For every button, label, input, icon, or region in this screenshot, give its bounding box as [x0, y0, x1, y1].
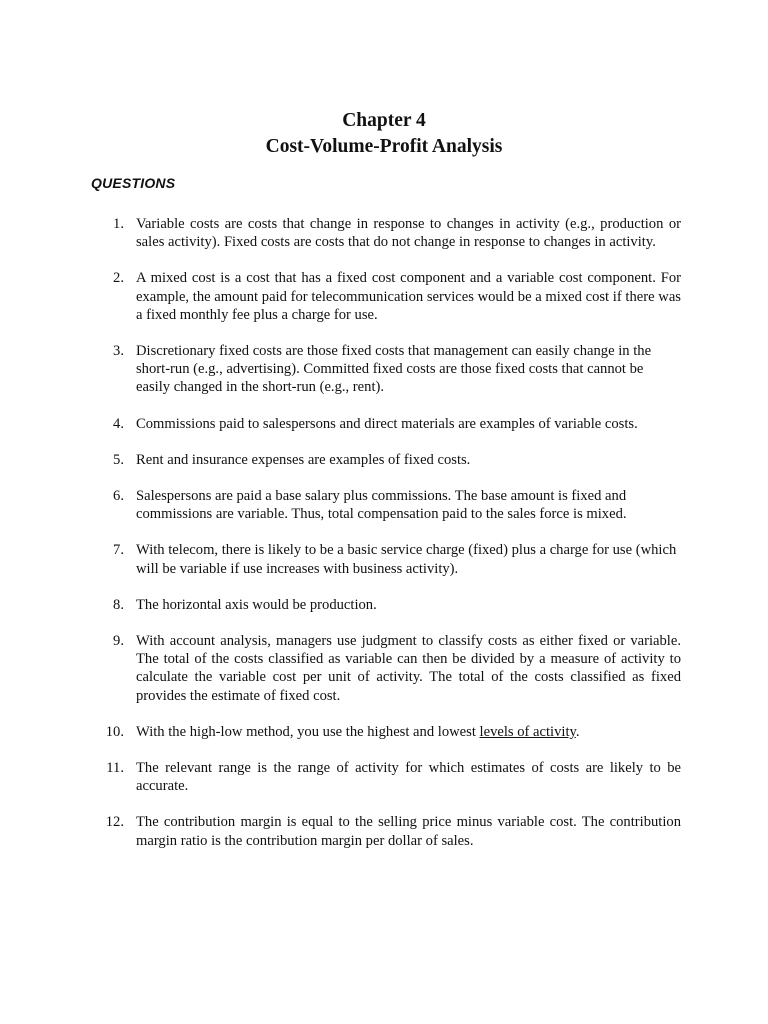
question-text: The horizontal axis would be production.	[136, 596, 377, 613]
question-item	[91, 723, 681, 741]
question-text-start: With the high-low method, you use the highest and lowest	[136, 723, 480, 740]
question-number: 1.	[113, 216, 124, 232]
question-item	[91, 451, 681, 469]
question-number: 6.	[113, 488, 124, 505]
question-text: Rent and insurance expenses are examples of fixed costs.	[136, 451, 471, 468]
chapter-header	[0, 108, 768, 160]
question-number: 5.	[113, 451, 124, 468]
question-item	[91, 269, 681, 324]
question-item	[91, 415, 681, 433]
question-number: 2.	[113, 270, 124, 287]
question-text: Discretionary fixed costs are those fixed costs that management can easily change in the short-run (e.g., advertising). Committed fixed costs are those fixed costs that cannot be easily changed in the short-run (e.g., rent).	[136, 343, 652, 396]
question-number: 9.	[113, 633, 124, 650]
chapter-number: Chapter 4	[342, 110, 426, 131]
question-text: Salespersons are paid a base salary plus commissions. The base amount is fixed and commissions are variable. Thus, total compensation paid to the sales force is mixed.	[136, 488, 627, 523]
questions-list	[91, 215, 681, 868]
question-number: 10.	[105, 723, 124, 740]
question-item	[91, 342, 681, 397]
question-number: 3.	[113, 343, 124, 360]
chapter-title: Cost-Volume-Profit Analysis	[265, 136, 503, 157]
question-text: With telecom, there is likely to be a basic service charge (fixed) plus a charge for use (which will be variable if use increases with business activity).	[136, 542, 677, 577]
question-item	[91, 215, 681, 251]
question-item	[91, 632, 681, 705]
question-text: A mixed cost is a cost that has a fixed cost component and a variable cost component. For example, the amount paid for telecommunication services would be a mixed cost if there was a fixed monthly fee plus a charge for use.	[136, 270, 681, 323]
question-text: With account analysis, managers use judgment to classify costs as either fixed or variable. The total of the costs classified as variable can then be divided by a measure of activity to calculate the variable cost per unit of activity. The total of the costs classified as fixed provides the estimate of fixed cost.	[136, 633, 681, 704]
question-text: The contribution margin is equal to the selling price minus variable cost. The contribution margin ratio is the contribution margin per dollar of sales.	[136, 814, 681, 849]
underlined-term: levels of activity	[479, 723, 576, 740]
question-item	[91, 813, 681, 849]
question-number: 8.	[113, 596, 124, 613]
question-text-end: .	[575, 723, 580, 740]
question-text: Variable costs are costs that change in response to changes in activity (e.g., production or sales activity). Fixed costs are costs that do not change in response to changes in activity.	[136, 216, 681, 251]
question-item	[91, 541, 681, 577]
question-number: 4.	[113, 415, 124, 432]
question-text: The relevant range is the range of activity for which estimates of costs are likely to be accurate.	[136, 760, 681, 795]
question-number: 12.	[105, 814, 124, 831]
question-text	[124, 723, 681, 741]
question-number: 11.	[106, 760, 124, 777]
question-number: 7.	[113, 542, 124, 559]
question-text: Commissions paid to salespersons and direct materials are examples of variable costs.	[136, 415, 638, 432]
section-heading: QUESTIONS	[91, 175, 176, 191]
question-item	[91, 596, 681, 614]
question-item	[91, 487, 681, 523]
question-item	[91, 759, 681, 795]
